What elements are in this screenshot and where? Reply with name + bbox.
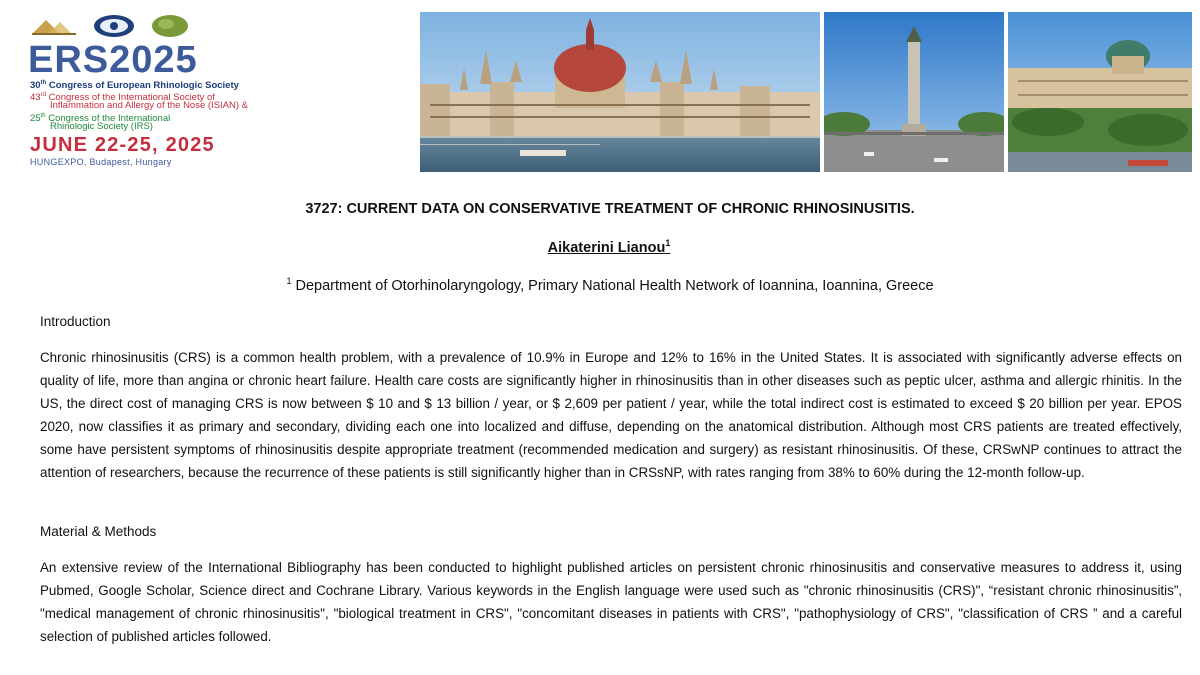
section-heading-introduction: Introduction: [40, 314, 111, 329]
society-logos: [30, 14, 190, 38]
ers-logo-icon: [30, 16, 78, 36]
section-heading-material-methods: Material & Methods: [40, 524, 157, 539]
congress-25-line-1: 25th Congress of the International: [30, 113, 171, 125]
section-text-introduction: Chronic rhinosinusitis (CRS) is a common health problem, with a prevalence of 10.9% in Europe and 12% to 16% in the United States. It is associated with significantly adverse effects on quality of life, more than angina or chronic heart failure. Health care costs are significantly higher in rhinosinusitis than in other diseases such as peptic ulcer, asthma and allergic rhinitis. In the US, the direct cost of managing CRS is now between $ 10 and $ 13 billion / year, or $ 2,609 per patient / year, while the total indirect cost is estimated to exceed $ 20 billion per year. EPOS 2020, now classifies it as primary and secondary, dividing each one into localized and diffuse, depending on the anatomical distribution. Although most CRS patients are treated effectively, some have persistent symptoms of rhinosinusitis despite appropriate treatment (recommended medication and surgery) as resistant rhinosinusitis. Of these, CRSwNP continues to attract the attention of researchers, because the recurrence of these patients is still significantly higher than in CRSsNP, with rates ranging from 38% to 60% during the 12-month follow-up.: [40, 350, 1182, 480]
heroes-square-photo: [824, 12, 1004, 172]
section-text-material-methods: An extensive review of the International Bibliography has been conducted to highlight published articles on persistent chronic rhinosinusitis and conservative measures to address it, using Pubmed, Google Scholar, Science direct and Cochrane Library. Various keywords in the English language were used such as "chronic rhinosinusitis (CRS)", “resistant chronic rhinosinusitis”, "medical management of chronic rhinosinusitis", "biological treatment in CRS", "concomitant diseases in patients with CRS", "pathophysiology of CRS", "classification of CRS ” and a careful selection of published articles followed.: [40, 560, 1182, 644]
ers2025-logo-text: ERS2025: [28, 39, 198, 81]
congress-25-line-2: Rhinologic Society (IRS): [50, 121, 153, 132]
congress-banner: [0, 0, 1200, 182]
banner-wave-divider: [300, 0, 460, 182]
author-affiliation: $^1$ Department of Otorhinolaryngology, Primary National Health Network of Ioannina, Ioannina, Greece: [286, 276, 934, 294]
abstract-title: 3727: CURRENT DATA ON CONSERVATIVE TREATMENT OF CHRONIC RHINOSINUSITIS.: [305, 201, 915, 217]
congress-43-line-2: Inflammation and Allergy of the Nose (ISIAN) &: [50, 100, 249, 111]
congress-43-line-1: 43rd Congress of the International Society of: [30, 92, 215, 104]
isian-logo-icon: [92, 14, 136, 38]
congress-venue: HUNGEXPO, Budapest, Hungary: [30, 157, 172, 167]
congress-dates: JUNE 22-25, 2025: [30, 134, 215, 156]
buda-castle-photo: [1008, 12, 1192, 172]
congress-30-line: 30th Congress of European Rhinologic Society: [30, 80, 239, 92]
author-name: Aikaterini Lianou$^1$: [547, 238, 671, 256]
irs-logo-icon: [150, 14, 190, 38]
